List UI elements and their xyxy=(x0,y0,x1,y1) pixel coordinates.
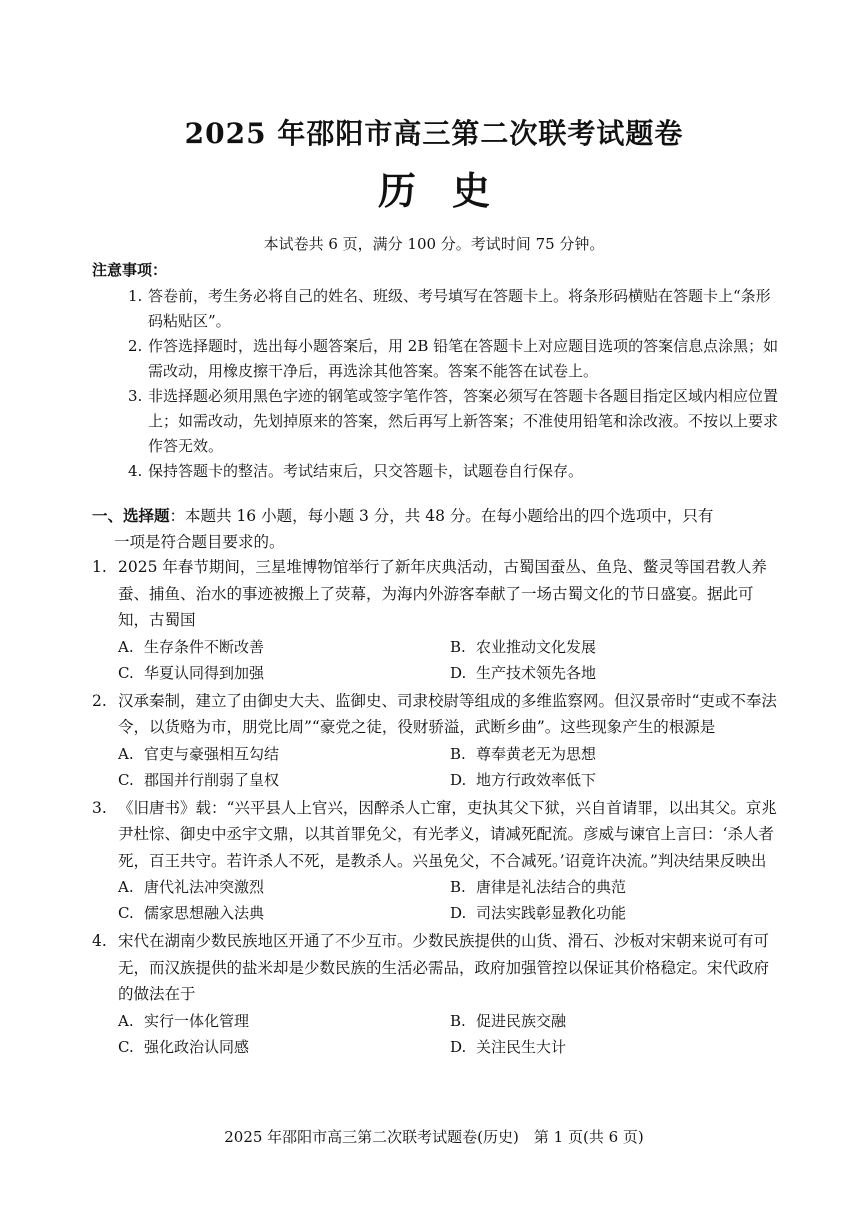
section-title: 一、选择题 xyxy=(92,507,170,525)
option-grid xyxy=(118,874,782,926)
question-3 xyxy=(92,795,782,927)
option-d xyxy=(450,660,782,686)
option-a xyxy=(118,874,450,900)
option-text: 唐律是礼法结合的典范 xyxy=(476,878,627,896)
option-text: 唐代礼法冲突激烈 xyxy=(144,878,265,896)
notice-list xyxy=(128,284,780,484)
option-label: A. xyxy=(118,878,134,896)
question-number: 1. xyxy=(92,558,107,576)
section-heading xyxy=(92,503,782,555)
option-label: C. xyxy=(118,1037,134,1056)
question-stem: 2025 年春节期间，三星堆博物馆举行了新年庆典活动，古蜀国蚕丛、鱼凫、鳖灵等国君教人养蚕、捕鱼、治水的事迹被搬上了荧幕，为海内外游客奉献了一场古蜀文化的节日盛宴。据此可知，古蜀国 xyxy=(118,558,767,629)
option-grid xyxy=(118,634,782,686)
question-list xyxy=(92,554,782,1062)
question-number: 3. xyxy=(92,798,107,817)
question-1 xyxy=(92,554,782,686)
notice-item-text: 作答选择题时，选出每小题答案后，用 2B 铅笔在答题卡上对应题目选项的答案信息点涂黑；如需改动，用橡皮擦干净后，再选涂其他答案。答案不能答在试卷上。 xyxy=(148,337,779,380)
option-text: 农业推动文化发展 xyxy=(476,637,597,656)
option-text: 官吏与豪强相互勾结 xyxy=(144,744,280,763)
option-d xyxy=(450,1034,782,1060)
option-c xyxy=(118,1034,450,1060)
option-label: A. xyxy=(118,1011,134,1030)
notice-item-number: 2. xyxy=(128,337,143,355)
option-b xyxy=(450,1008,782,1034)
option-label: D. xyxy=(450,904,467,922)
option-label: A. xyxy=(118,637,134,656)
notice-item-number: 3. xyxy=(128,387,143,405)
option-text: 儒家思想融入法典 xyxy=(144,904,265,922)
option-label: D. xyxy=(450,770,467,789)
option-a xyxy=(118,1008,450,1034)
option-text: 实行一体化管理 xyxy=(144,1011,250,1030)
option-label: B. xyxy=(450,637,466,656)
option-text: 关注民生大计 xyxy=(476,1037,567,1056)
option-label: C. xyxy=(118,770,134,789)
option-a xyxy=(118,634,450,660)
option-text: 司法实践彰显教化功能 xyxy=(476,904,627,922)
section-description: ：本题共 16 小题，每小题 3 分，共 48 分。在每小题给出的四个选项中，只有 xyxy=(169,507,714,525)
option-c xyxy=(118,900,450,926)
option-text: 促进民族交融 xyxy=(476,1011,567,1030)
option-b xyxy=(450,741,782,767)
option-label: B. xyxy=(450,1011,466,1030)
notice-item-number: 4. xyxy=(128,462,143,480)
page-footer: 2025 年邵阳市高三第二次联考试题卷(历史) 第 1 页(共 6 页) xyxy=(224,1128,644,1146)
notice-title: 注意事项： xyxy=(92,261,168,279)
exam-title: 2025 年邵阳市高三第二次联考试题卷 xyxy=(184,117,684,150)
option-label: D. xyxy=(450,1037,467,1056)
subject-title: 历史 xyxy=(377,168,526,213)
option-label: C. xyxy=(118,663,134,682)
notice-item-number: 1. xyxy=(128,287,143,305)
option-label: C. xyxy=(118,904,134,922)
notice-item-text: 保持答题卡的整洁。考试结束后，只交答题卡，试题卷自行保存。 xyxy=(148,462,584,480)
question-number: 2. xyxy=(92,691,107,710)
option-text: 尊奉黄老无为思想 xyxy=(476,744,597,763)
question-stem: 《旧唐书》载：“兴平县人上官兴，因醉杀人亡窜，吏执其父下狱，兴自首请罪，以出其父。京兆尹杜悰、御史中丞宇文鼎，以其首罪免父，有光孝义，请减死配流。彦威与谏官上言曰：‘杀人者死，百王共守。若许杀人不死，是教杀人。兴虽免父，不合减死。’诏竟许决流。”判决结果反映出 xyxy=(118,798,777,870)
option-c xyxy=(118,767,450,793)
notice-item xyxy=(128,459,780,484)
option-text: 郡国并行削弱了皇权 xyxy=(144,770,280,789)
notice-item xyxy=(128,384,780,459)
option-text: 地方行政效率低下 xyxy=(476,770,597,789)
option-c xyxy=(118,660,450,686)
option-label: A. xyxy=(118,744,134,763)
option-b xyxy=(450,874,782,900)
option-text: 强化政治认同感 xyxy=(144,1037,250,1056)
notice-item xyxy=(128,284,780,334)
option-grid xyxy=(118,1008,782,1060)
option-grid xyxy=(118,741,782,793)
option-text: 华夏认同得到加强 xyxy=(144,663,265,682)
option-label: B. xyxy=(450,744,466,763)
notice-item-text: 答卷前，考生务必将自己的姓名、班级、考号填写在答题卡上。将条形码横贴在答题卡上“条形码粘贴区”。 xyxy=(148,287,771,330)
notice-item xyxy=(128,334,780,384)
exam-info: 本试卷共 6 页，满分 100 分。考试时间 75 分钟。 xyxy=(263,235,605,253)
option-d xyxy=(450,767,782,793)
option-label: D. xyxy=(450,663,467,682)
question-2 xyxy=(92,688,782,793)
question-4 xyxy=(92,928,782,1060)
option-text: 生产技术领先各地 xyxy=(476,663,597,682)
notice-item-text: 非选择题必须用黑色字迹的钢笔或签字笔作答，答案必须写在答题卡各题目指定区域内相应位置上；如需改动，先划掉原来的答案，然后再写上新答案；不准使用铅笔和涂改液。不按以上要求作答无效。 xyxy=(148,387,779,455)
option-b xyxy=(450,634,782,660)
question-number: 4. xyxy=(92,932,107,950)
option-a xyxy=(118,741,450,767)
option-label: B. xyxy=(450,878,466,896)
option-text: 生存条件不断改善 xyxy=(144,637,265,656)
option-d xyxy=(450,900,782,926)
question-stem: 宋代在湖南少数民族地区开通了不少互市。少数民族提供的山货、滑石、沙板对宋朝来说可有可无，而汉族提供的盐米却是少数民族的生活必需品，政府加强管控以保证其价格稳定。宋代政府的做法在于 xyxy=(118,932,770,1003)
section-description-continued: 一项是符合题目要求的。 xyxy=(114,533,285,551)
question-stem: 汉承秦制，建立了由御史大夫、监御史、司隶校尉等组成的多维监察网。但汉景帝时“吏或不奉法令，以货赂为市，朋党比周”“豪党之徒，役财骄溢，武断乡曲”。这些现象产生的根源是 xyxy=(118,691,777,736)
